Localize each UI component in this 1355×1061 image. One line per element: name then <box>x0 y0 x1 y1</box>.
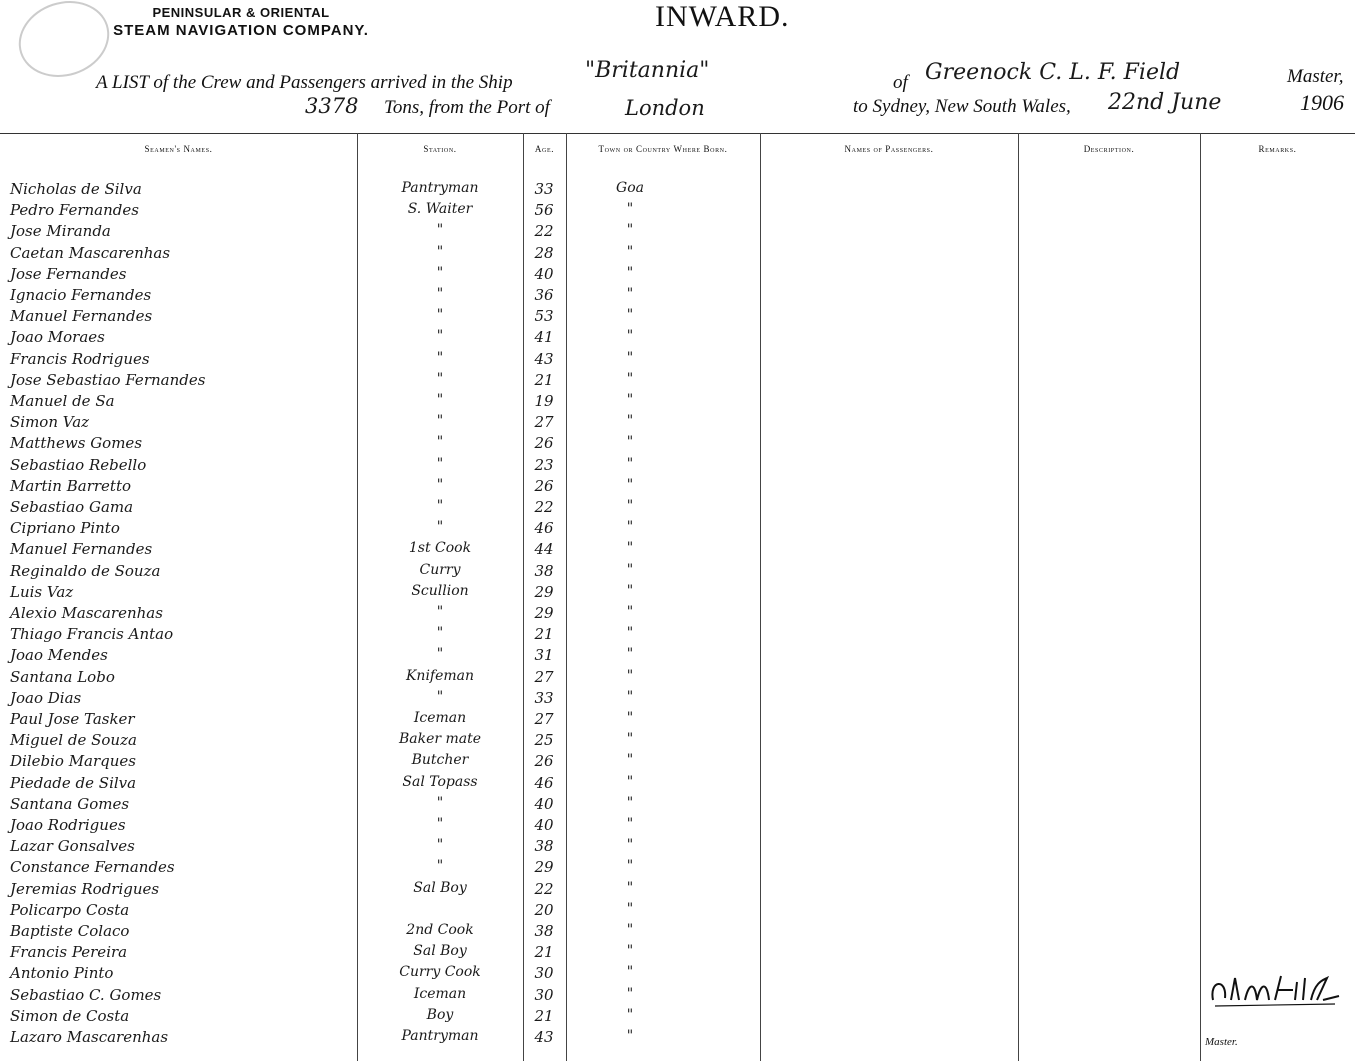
seaman-age: 20 <box>534 900 554 919</box>
seaman-station: " <box>436 264 444 281</box>
seaman-birthplace: " <box>626 794 634 811</box>
seaman-name: Joao Rodrigues <box>10 816 126 834</box>
table-row <box>0 795 760 816</box>
seaman-age: 38 <box>534 837 554 856</box>
seaman-station: " <box>436 837 444 854</box>
seaman-station: Butcher <box>411 752 469 769</box>
seaman-station: Iceman <box>413 710 467 726</box>
table-row <box>0 922 760 943</box>
seaman-name: Ignacio Fernandes <box>10 286 152 304</box>
seaman-station: " <box>436 498 444 514</box>
seaman-birthplace: " <box>626 646 634 663</box>
seaman-name: Antonio Pinto <box>10 964 114 983</box>
table-row <box>0 943 760 964</box>
seaman-birthplace: " <box>626 582 634 599</box>
seaman-birthplace: " <box>626 540 634 557</box>
table-row <box>0 222 760 243</box>
seaman-birthplace: " <box>626 837 634 854</box>
seaman-age: 38 <box>534 561 554 580</box>
table-row <box>0 880 760 901</box>
seaman-birthplace: " <box>626 710 634 726</box>
seaman-age: 29 <box>534 858 554 877</box>
seaman-name: Jose Fernandes <box>10 264 127 283</box>
seaman-name: Simon de Costa <box>10 1006 130 1025</box>
seaman-birthplace: " <box>626 964 634 981</box>
seaman-station: Boy <box>426 1006 454 1023</box>
seaman-name: Piedade de Silva <box>10 773 137 792</box>
seaman-name: Cipriano Pinto <box>10 519 120 538</box>
seaman-name: Joao Moraes <box>10 328 105 347</box>
table-row <box>0 434 760 455</box>
table-row <box>0 307 760 328</box>
seaman-station: " <box>436 816 444 832</box>
seaman-station: " <box>436 688 444 705</box>
seaman-station: S. Waiter <box>407 201 473 218</box>
seaman-station: " <box>436 307 444 324</box>
seaman-birthplace: " <box>626 455 634 472</box>
seaman-name: Manuel Fernandes <box>10 540 153 559</box>
seaman-birthplace: " <box>626 243 634 260</box>
seaman-age: 41 <box>534 328 554 347</box>
col-description: Description. <box>1083 144 1135 154</box>
col-remarks: Remarks. <box>1258 144 1297 154</box>
seaman-age: 38 <box>534 922 554 940</box>
seaman-station: " <box>436 413 444 430</box>
seaman-name: Manuel Fernandes <box>10 307 153 326</box>
table-row <box>0 731 760 752</box>
seaman-name: Sebastiao Rebello <box>10 455 147 474</box>
seaman-birthplace: " <box>626 476 634 493</box>
arrival-year: 1906 <box>1300 90 1344 115</box>
tons-value: 3378 <box>305 94 359 118</box>
seaman-birthplace: " <box>626 222 634 239</box>
seaman-name: Manuel de Sa <box>10 392 115 410</box>
table-row <box>0 901 760 922</box>
seaman-age: 30 <box>534 985 554 1004</box>
table-row <box>0 858 760 879</box>
seaman-age: 31 <box>534 646 554 665</box>
seaman-age: 21 <box>534 1006 554 1025</box>
seaman-age: 23 <box>534 455 554 474</box>
table-row <box>0 328 760 349</box>
seaman-age: 22 <box>534 879 554 898</box>
seaman-name: Santana Lobo <box>10 667 115 686</box>
table-row <box>0 625 760 646</box>
seaman-birthplace: " <box>626 349 634 366</box>
table-row <box>0 1007 760 1028</box>
seaman-station: " <box>436 286 444 302</box>
table-row <box>0 816 760 837</box>
seaman-name: Francis Rodrigues <box>10 349 150 368</box>
seaman-name: Matthews Gomes <box>10 434 143 453</box>
seaman-name: Francis Pereira <box>10 943 128 962</box>
seaman-birthplace: " <box>626 201 634 218</box>
seaman-age: 29 <box>534 604 554 622</box>
seaman-station: Baker mate <box>398 731 482 748</box>
seaman-age: 33 <box>534 688 554 707</box>
company-line-1: PENINSULAR & ORIENTAL <box>152 5 330 20</box>
seaman-age: 40 <box>534 264 554 283</box>
table-row <box>0 244 760 265</box>
seaman-name: Jeremias Rodrigues <box>10 879 160 898</box>
table-row <box>0 964 760 985</box>
col-seamen-names: Seamen's Names. <box>144 144 213 154</box>
seaman-name: Sebastiao C. Gomes <box>10 985 162 1004</box>
seaman-station: " <box>436 794 444 811</box>
seaman-birthplace: " <box>626 731 634 748</box>
page-title: INWARD. <box>655 0 790 33</box>
seaman-station: " <box>436 434 444 451</box>
seaman-name: Thiago Francis Antao <box>10 625 174 644</box>
seaman-name: Pedro Fernandes <box>10 201 139 220</box>
seaman-station: Pantryman <box>401 1028 479 1044</box>
seaman-station: " <box>436 392 444 408</box>
seaman-birthplace: " <box>626 392 634 408</box>
seaman-name: Baptiste Colaco <box>10 922 130 940</box>
seaman-birthplace: " <box>626 370 634 387</box>
seaman-station: 1st Cook <box>408 540 472 557</box>
seaman-name: Alexio Mascarenhas <box>10 604 163 622</box>
seaman-station: Sal Boy <box>413 943 467 960</box>
col-age: Age. <box>534 144 555 154</box>
table-top-rule <box>0 133 1355 134</box>
destination: to Sydney, New South Wales, <box>853 96 1071 117</box>
seaman-name: Joao Dias <box>10 688 82 707</box>
seaman-age: 36 <box>534 286 554 304</box>
table-row <box>0 519 760 540</box>
seaman-name: Joao Mendes <box>10 646 108 665</box>
seaman-birthplace: " <box>626 858 634 875</box>
col-station: Station. <box>423 144 457 154</box>
seaman-name: Sebastiao Gama <box>10 498 134 516</box>
column-divider <box>1200 133 1201 1061</box>
table-row <box>0 350 760 371</box>
seaman-age: 28 <box>534 243 554 262</box>
seaman-birthplace: " <box>626 434 634 451</box>
seaman-birthplace: " <box>626 1028 634 1044</box>
column-divider <box>760 133 761 1061</box>
seaman-station: " <box>436 455 444 472</box>
seaman-birthplace: " <box>626 413 634 430</box>
table-row <box>0 774 760 795</box>
table-row <box>0 392 760 413</box>
seaman-birthplace: " <box>626 816 634 832</box>
seaman-station: " <box>436 349 444 366</box>
seaman-birthplace: " <box>626 879 634 896</box>
ship-name: "Britannia" <box>585 58 710 83</box>
seaman-name: Constance Fernandes <box>10 858 175 877</box>
seaman-station: Sal Boy <box>413 879 467 896</box>
seaman-station: Curry <box>419 561 461 578</box>
seaman-station: Scullion <box>411 582 469 599</box>
seaman-name: Paul Jose Tasker <box>10 710 135 728</box>
seaman-age: 25 <box>534 731 554 750</box>
seaman-birthplace: " <box>626 264 634 281</box>
seaman-name: Miguel de Souza <box>10 731 137 750</box>
seaman-age: 21 <box>534 625 554 644</box>
seaman-age: 29 <box>534 582 554 601</box>
seaman-name: Santana Gomes <box>10 794 130 813</box>
table-row <box>0 540 760 561</box>
seaman-birthplace: " <box>626 922 634 938</box>
table-row <box>0 180 760 201</box>
seaman-name: Reginaldo de Souza <box>10 561 161 580</box>
seaman-age: 22 <box>534 498 554 516</box>
seaman-name: Martin Barretto <box>10 476 131 495</box>
table-row <box>0 986 760 1007</box>
seaman-birthplace: " <box>626 625 634 642</box>
seaman-name: Caetan Mascarenhas <box>10 243 171 262</box>
seaman-station: " <box>436 604 444 620</box>
table-row <box>0 477 760 498</box>
seaman-birthplace: " <box>626 688 634 705</box>
master-signature <box>1205 970 1345 1010</box>
seaman-age: 40 <box>534 794 554 813</box>
company-name <box>96 4 386 40</box>
seaman-name: Policarpo Costa <box>10 900 130 919</box>
seaman-age: 30 <box>534 964 554 983</box>
seaman-station: Iceman <box>413 985 467 1002</box>
table-row <box>0 646 760 667</box>
seaman-birthplace: " <box>626 900 634 917</box>
table-row <box>0 604 760 625</box>
seaman-station: Curry Cook <box>399 964 481 981</box>
seaman-birthplace: " <box>626 519 634 536</box>
of-label: of <box>893 72 908 93</box>
tons-label: Tons, from the Port of <box>384 97 550 118</box>
table-row <box>0 413 760 434</box>
seaman-station: 2nd Cook <box>406 922 474 938</box>
seaman-age: 26 <box>534 752 554 771</box>
list-heading: A LIST of the Crew and Passengers arrived in the Ship <box>96 72 513 93</box>
table-row <box>0 371 760 392</box>
seaman-name: Jose Sebastiao Fernandes <box>10 370 206 389</box>
seaman-station: " <box>436 646 444 663</box>
seaman-age: 27 <box>534 710 554 728</box>
seaman-birthplace: Goa <box>616 180 644 196</box>
seaman-station: " <box>436 519 444 536</box>
seaman-birthplace: " <box>626 561 634 578</box>
seaman-birthplace: " <box>626 943 634 960</box>
seaman-name: Dilebio Marques <box>10 752 137 771</box>
seaman-birthplace: " <box>626 1006 634 1023</box>
seaman-station: " <box>436 328 444 345</box>
table-row <box>0 752 760 773</box>
master-name: Greenock C. L. F. Field <box>925 60 1181 85</box>
arrival-date: 22nd June <box>1108 90 1222 115</box>
seaman-name: Jose Miranda <box>10 222 111 241</box>
table-row <box>0 286 760 307</box>
seaman-name: Lazaro Mascarenhas <box>10 1028 169 1046</box>
seaman-birthplace: " <box>626 307 634 324</box>
seaman-age: 27 <box>534 413 554 432</box>
seaman-age: 43 <box>534 1028 554 1046</box>
table-row <box>0 562 760 583</box>
seaman-age: 21 <box>534 943 554 962</box>
col-passengers: Names of Passengers. <box>844 144 934 154</box>
table-row <box>0 837 760 858</box>
seaman-age: 46 <box>534 773 554 792</box>
seaman-station: Sal Topass <box>402 773 478 790</box>
seaman-station: " <box>436 625 444 642</box>
seaman-station: " <box>436 370 444 387</box>
seaman-birthplace: " <box>626 604 634 620</box>
seaman-age: 44 <box>534 540 554 559</box>
seaman-birthplace: " <box>626 286 634 302</box>
seaman-birthplace: " <box>626 752 634 769</box>
seaman-name: Luis Vaz <box>10 582 74 601</box>
seaman-age: 33 <box>534 180 554 198</box>
table-row <box>0 710 760 731</box>
seaman-age: 43 <box>534 349 554 368</box>
table-row <box>0 265 760 286</box>
seaman-station: " <box>436 858 444 875</box>
table-row <box>0 583 760 604</box>
seaman-station: Knifeman <box>405 667 475 684</box>
seaman-age: 53 <box>534 307 554 326</box>
seaman-age: 19 <box>534 392 554 410</box>
seaman-name: Nicholas de Silva <box>10 180 142 198</box>
seaman-birthplace: " <box>626 773 634 790</box>
seaman-station: " <box>436 222 444 239</box>
col-town: Town or Country Where Born. <box>598 144 728 154</box>
seaman-station: Pantryman <box>401 180 479 196</box>
seaman-age: 46 <box>534 519 554 538</box>
seaman-age: 21 <box>534 370 554 389</box>
seaman-birthplace: " <box>626 667 634 684</box>
seaman-age: 56 <box>534 201 554 220</box>
company-line-2: STEAM NAVIGATION COMPANY. <box>113 22 369 39</box>
seaman-age: 40 <box>534 816 554 834</box>
seaman-name: Lazar Gonsalves <box>10 837 135 856</box>
master-label: Master, <box>1287 66 1344 87</box>
port-name: London <box>625 96 705 120</box>
seaman-age: 26 <box>534 476 554 495</box>
seaman-station: " <box>436 243 444 260</box>
table-row <box>0 1028 760 1049</box>
table-row <box>0 689 760 710</box>
table-row <box>0 668 760 689</box>
seaman-station: " <box>436 476 444 493</box>
table-row <box>0 498 760 519</box>
table-row <box>0 456 760 477</box>
seaman-name: Simon Vaz <box>10 413 90 432</box>
seaman-birthplace: " <box>626 985 634 1002</box>
seaman-birthplace: " <box>626 498 634 514</box>
footer-master-label: Master. <box>1205 1036 1238 1048</box>
table-row <box>0 201 760 222</box>
seaman-birthplace: " <box>626 328 634 345</box>
column-divider <box>1018 133 1019 1061</box>
seaman-age: 27 <box>534 667 554 686</box>
seaman-age: 22 <box>534 222 554 241</box>
seaman-age: 26 <box>534 434 554 453</box>
